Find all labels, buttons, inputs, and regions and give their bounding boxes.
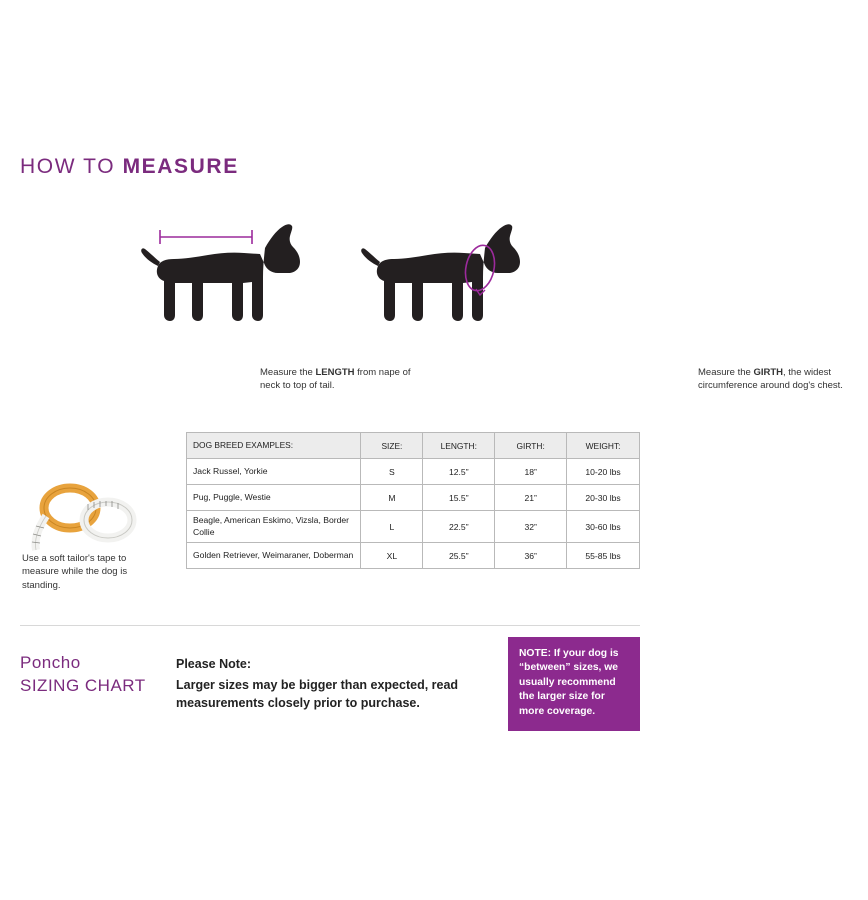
cell-length: 22.5” (423, 511, 495, 543)
girth-caption-post: , the widest circumference around dog's chest. (698, 367, 843, 391)
please-note-title: Please Note: (176, 657, 252, 671)
cell-size: L (361, 511, 423, 543)
length-diagram (140, 215, 411, 391)
cell-length: 12.5” (423, 459, 495, 485)
cell-breeds: Pug, Puggle, Westie (187, 485, 361, 511)
page-title-prefix: HOW TO (20, 155, 123, 178)
length-caption-post: from nape of neck to top of tail. (260, 367, 411, 391)
cell-breeds: Jack Russel, Yorkie (187, 459, 361, 485)
footer-divider (20, 625, 640, 626)
product-sizing-label (20, 652, 146, 698)
tape-measure-icon (22, 480, 167, 560)
cell-size: XL (361, 543, 423, 569)
measure-diagrams (20, 215, 843, 405)
table-header-row (187, 433, 640, 459)
table-row (187, 459, 640, 485)
length-caption-pre: Measure the (260, 367, 316, 378)
size-chart-table (186, 432, 640, 569)
please-note-body: Larger sizes may be bigger than expected, read measurements closely prior to purchase. (176, 678, 459, 711)
cell-girth: 18” (495, 459, 567, 485)
cell-length: 15.5” (423, 485, 495, 511)
column-header-length: LENGTH: (423, 433, 495, 459)
page-title-emphasis: MEASURE (122, 155, 239, 178)
cell-size: S (361, 459, 423, 485)
dog-silhouette-girth-icon (360, 215, 540, 355)
dog-silhouette-length-icon (140, 215, 320, 355)
cell-breeds: Golden Retriever, Weimaraner, Doberman (187, 543, 361, 569)
cell-weight: 10-20 lbs (567, 459, 640, 485)
cell-weight: 30-60 lbs (567, 511, 640, 543)
length-caption-emphasis: LENGTH (315, 367, 355, 378)
cell-size: M (361, 485, 423, 511)
girth-caption-pre: Measure the (698, 367, 754, 378)
cell-weight: 20-30 lbs (567, 485, 640, 511)
column-header-breeds: DOG BREED EXAMPLES: (187, 433, 361, 459)
table-row (187, 511, 640, 543)
sizing-chart-label: SIZING CHART (20, 675, 146, 695)
column-header-girth: GIRTH: (495, 433, 567, 459)
cell-girth: 36” (495, 543, 567, 569)
cell-girth: 32” (495, 511, 567, 543)
page-title (20, 155, 239, 179)
girth-diagram (360, 215, 843, 391)
cell-breeds: Beagle, American Eskimo, Vizsla, Border Collie (187, 511, 361, 543)
please-note-block (176, 655, 496, 712)
table-row (187, 485, 640, 511)
column-header-weight: WEIGHT: (567, 433, 640, 459)
table-row (187, 543, 640, 569)
tape-measure-caption: Use a soft tailor's tape to measure while the dog is standing. (22, 553, 128, 591)
product-name: Poncho (20, 653, 81, 672)
length-caption (260, 367, 430, 393)
between-sizes-callout: NOTE: If your dog is “between” sizes, we usually recommend the larger size for more coverage. (508, 637, 640, 731)
column-header-size: SIZE: (361, 433, 423, 459)
cell-length: 25.5” (423, 543, 495, 569)
length-arrow-icon (160, 230, 252, 244)
girth-caption (698, 367, 868, 393)
cell-girth: 21” (495, 485, 567, 511)
cell-weight: 55-85 lbs (567, 543, 640, 569)
girth-caption-emphasis: GIRTH (753, 367, 784, 378)
